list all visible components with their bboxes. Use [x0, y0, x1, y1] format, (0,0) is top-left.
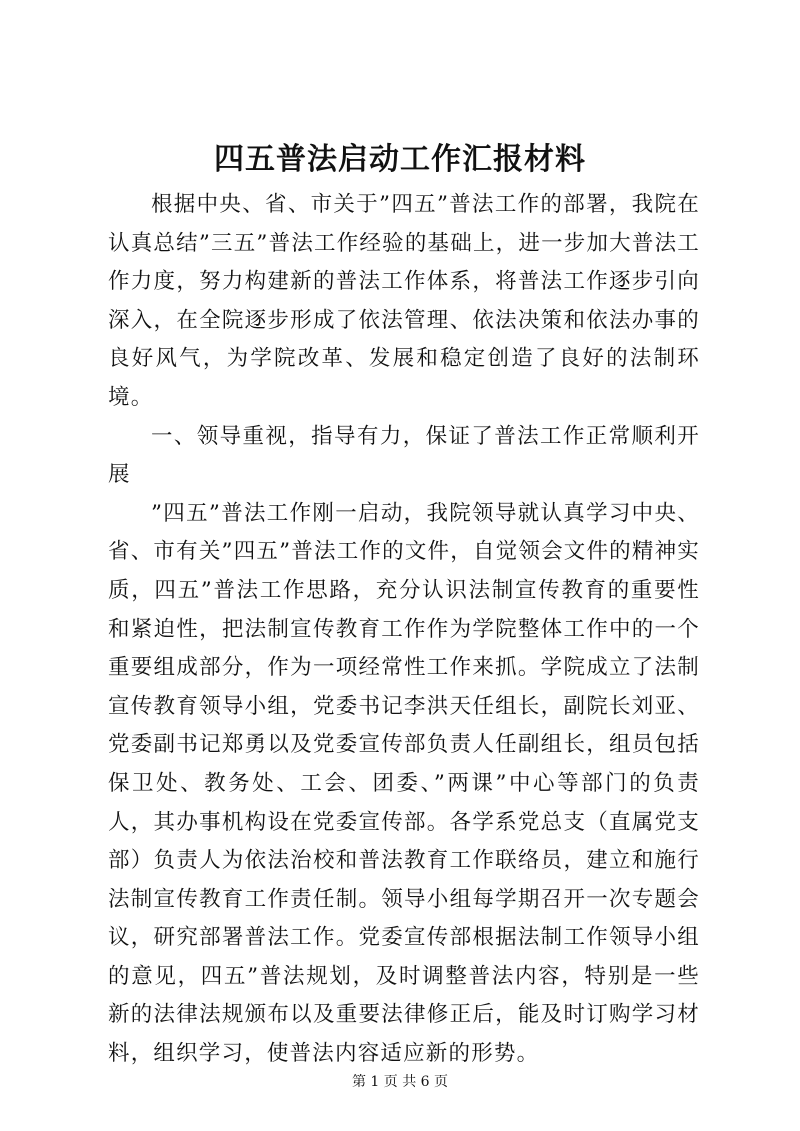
document-body	[108, 186, 700, 1074]
intro-paragraph: 根据中央、省、市关于”四五”普法工作的部署，我院在认真总结”三五”普法工作经验的基础上，进一步加大普法工作力度，努力构建新的普法工作体系，将普法工作逐步引向深入，在全院逐步形成了依法管理、依法决策和依法办事的良好风气，为学院改革、发展和稳定创造了良好的法制环境。	[108, 192, 700, 410]
document-title: 四五普法启动工作汇报材料	[214, 142, 586, 177]
section-heading: 一、领导重视，指导有力，保证了普法工作正常顺利开展	[108, 423, 700, 488]
section-paragraph: ”四五”普法工作刚一启动，我院领导就认真学习中央、省、市有关”四五”普法工作的文件，自觉领会文件的精神实质，四五”普法工作思路，充分认识法制宣传教育的重要性和紧迫性，把法制宣传教育工作作为学院整体工作中的一个重要组成部分，作为一项经常性工作来抓。学院成立了法制宣传教育领导小组，党委书记李洪天任组长，副院长刘亚、党委副书记郑勇以及党委宣传部负责人任副组长，组员包括保卫处、教务处、工会、团委、”两课”中心等部门的负责人，其办事机构设在党委宣传部。各学系党总支（直属党支部）负责人为依法治校和普法教育工作联络员，建立和施行法制宣传教育工作责任制。领导小组每学期召开一次专题会议，研究部署普法工作。党委宣传部根据法制工作领导小组的意见，四五”普法规划，及时调整普法内容，特别是一些新的法律法规颁布以及重要法律修正后，能及时订购学习材料，组织学习，使普法内容适应新的形势。	[108, 500, 700, 1067]
page-footer: 第 1 页 共 6 页	[351, 1074, 449, 1090]
